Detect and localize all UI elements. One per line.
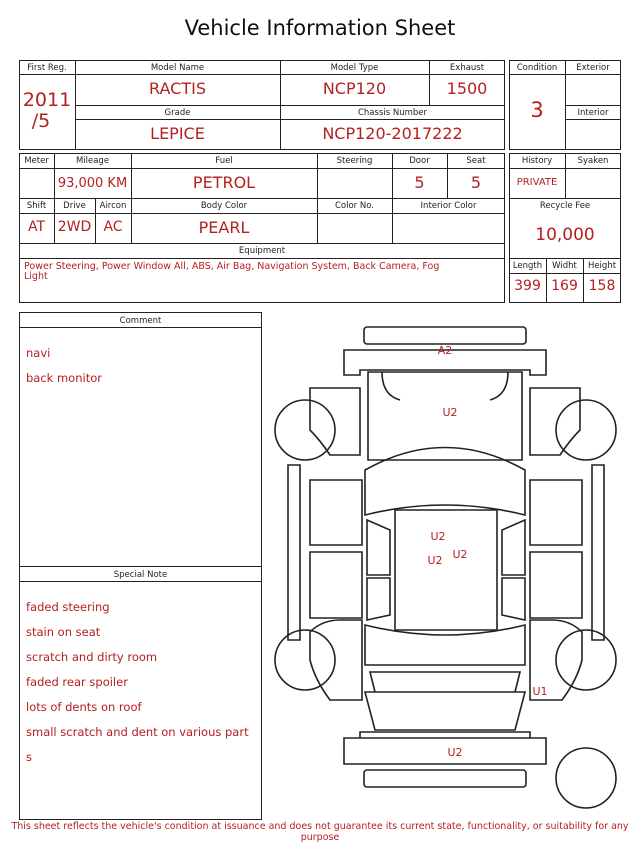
special-note-line: scratch and dirty room xyxy=(26,649,158,664)
fuel-value: PETROL xyxy=(192,173,256,192)
color-no-label: Color No. xyxy=(334,201,374,211)
damage-mark: U1 xyxy=(532,685,548,698)
seat-value: 5 xyxy=(470,173,482,192)
comment-list xyxy=(26,334,102,397)
exhaust-value: 1500 xyxy=(446,79,488,98)
seat-label: Seat xyxy=(466,156,486,166)
rear-glass-part xyxy=(365,625,525,665)
model-type-value: NCP120 xyxy=(322,79,387,98)
damage-mark: U2 xyxy=(452,548,468,561)
width-label: Widht xyxy=(552,261,577,271)
first-reg-year: 2011 xyxy=(22,89,72,111)
tailgate-part xyxy=(365,692,525,730)
model-name-value: RACTIS xyxy=(149,79,206,98)
comment-label: Comment xyxy=(119,316,162,326)
first-reg-month: /5 xyxy=(31,110,51,132)
damage-mark: A2 xyxy=(437,344,453,357)
condition-value: 3 xyxy=(530,98,544,122)
history-label: History xyxy=(521,156,553,166)
right-rear-door xyxy=(530,552,582,618)
model-type-label: Model Type xyxy=(330,63,379,73)
equipment-line-1: Power Steering, Power Window All, ABS, Air Bag, Navigation System, Back Camera, Fog xyxy=(24,261,440,272)
interior-label: Interior xyxy=(577,108,609,118)
door-label: Door xyxy=(409,156,430,166)
front-right-wheel xyxy=(556,400,616,460)
first-reg-label: First Reg. xyxy=(27,63,67,73)
drive-value: 2WD xyxy=(57,219,92,235)
aircon-value: AC xyxy=(103,219,123,235)
damage-mark: U2 xyxy=(427,554,443,567)
special-note-line: faded rear spoiler xyxy=(26,674,128,689)
steering-label: Steering xyxy=(336,156,373,166)
special-note-label: Special Note xyxy=(113,570,168,580)
equipment-line-2: Light xyxy=(24,271,48,282)
left-front-door xyxy=(310,480,362,545)
roof-part xyxy=(395,510,497,630)
damage-mark: U2 xyxy=(442,406,458,419)
recycle-fee-value: 10,000 xyxy=(535,225,595,245)
interior-color-label: Interior Color xyxy=(420,201,477,211)
special-note-line: small scratch and dent on various part xyxy=(26,724,249,739)
meter-label: Meter xyxy=(24,156,49,166)
disclaimer-footer: This sheet reflects the vehicle's condition at issuance and does not guarantee its current state, functionality, or suitability for any purpose xyxy=(11,821,629,843)
special-note-line: s xyxy=(26,749,32,764)
special-note-list xyxy=(26,588,249,776)
car-damage-diagram xyxy=(270,320,622,818)
right-front-door xyxy=(530,480,582,545)
rear-skirt-part xyxy=(364,770,526,787)
special-note-line: faded steering xyxy=(26,599,110,614)
left-rear-door xyxy=(310,552,362,618)
chassis-number-value: NCP120-2017222 xyxy=(322,124,463,143)
damage-mark: U2 xyxy=(430,530,446,543)
body-color-value: PEARL xyxy=(198,218,250,237)
width-value: 169 xyxy=(551,278,578,294)
history-value: PRIVATE xyxy=(516,177,558,188)
left-side-panel xyxy=(288,465,300,640)
condition-label: Condition xyxy=(516,63,558,73)
windshield-part xyxy=(365,448,525,516)
equipment-label: Equipment xyxy=(238,246,286,256)
front-left-wheel xyxy=(275,400,335,460)
exterior-label: Exterior xyxy=(576,63,610,73)
recycle-fee-label: Recycle Fee xyxy=(539,201,591,211)
fuel-label: Fuel xyxy=(215,156,233,166)
right-fender-part xyxy=(530,388,580,455)
aircon-label: Aircon xyxy=(99,201,127,211)
height-value: 158 xyxy=(588,278,616,294)
rear-right-wheel xyxy=(556,630,616,690)
drive-label: Drive xyxy=(63,201,86,211)
special-note-line: lots of dents on roof xyxy=(26,699,142,714)
rear-left-wheel xyxy=(275,630,335,690)
chassis-number-label: Chassis Number xyxy=(357,108,428,118)
length-label: Length xyxy=(512,261,543,271)
front-bumper-part xyxy=(364,327,526,344)
rear-bumper-part xyxy=(344,738,546,764)
grade-label: Grade xyxy=(164,108,191,118)
special-note-line: stain on seat xyxy=(26,624,101,639)
height-label: Height xyxy=(587,261,617,271)
shift-label: Shift xyxy=(26,201,47,211)
spare-wheel xyxy=(556,748,616,808)
door-value: 5 xyxy=(414,173,425,192)
model-name-label: Model Name xyxy=(150,63,205,73)
syaken-label: Syaken xyxy=(577,156,609,166)
sheet-title: Vehicle Information Sheet xyxy=(184,16,456,40)
right-side-panel xyxy=(592,465,604,640)
mileage-value: 93,000 KM xyxy=(57,176,128,191)
left-fender-part xyxy=(310,388,360,455)
shift-value: AT xyxy=(27,219,46,235)
comment-line: back monitor xyxy=(26,370,102,385)
grade-value: LEPICE xyxy=(150,124,205,143)
damage-mark: U2 xyxy=(447,746,463,759)
comment-line: navi xyxy=(26,345,51,360)
mileage-label: Mileage xyxy=(75,156,110,166)
length-value: 399 xyxy=(514,278,541,294)
body-color-label: Body Color xyxy=(200,201,248,211)
exhaust-label: Exhaust xyxy=(449,63,485,73)
